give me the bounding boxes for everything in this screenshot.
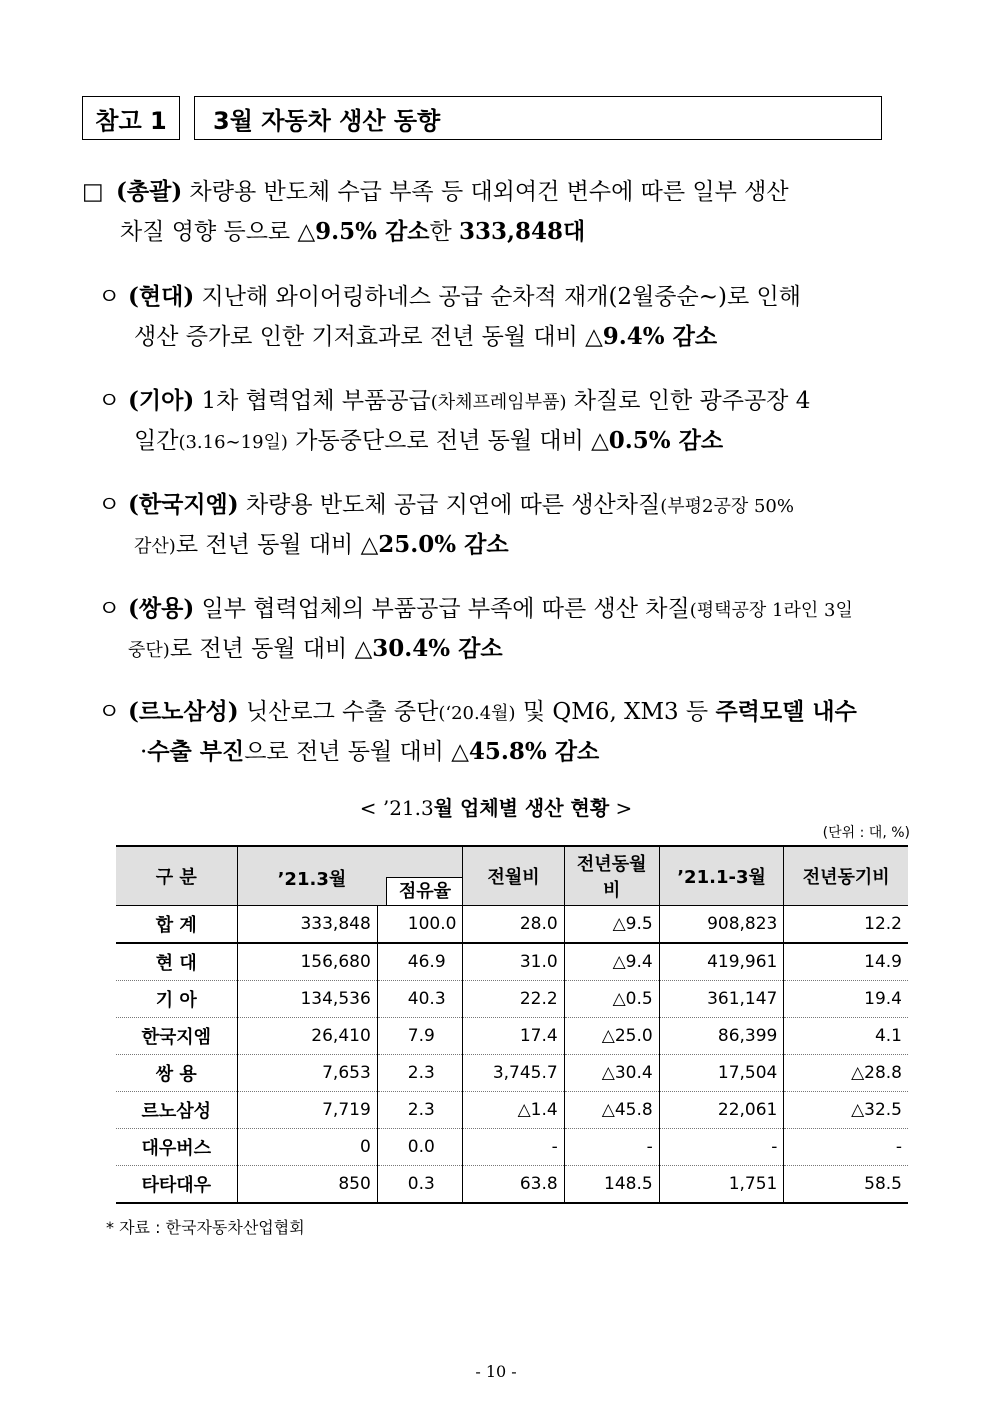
summary-line-2: 차질 영향 등으로 △9.5% 감소한 333,848대 [120,218,586,245]
item-line-1: (한국지엠) 차량용 반도체 공급 지연에 따른 생산차질(부평2공장 50% [128,491,794,518]
bullet-marker: ㅇ [98,388,121,414]
item-line-2: ·수출 부진으로 전년 동월 대비 △45.8% 감소 [140,738,600,765]
item-line-2: 생산 증가로 인한 기저효과로 전년 동월 대비 △9.4% 감소 [134,323,718,350]
header-mom: 전월비 [463,846,564,906]
page-number: - 10 - [475,1362,517,1381]
bullet-marker: ㅇ [98,492,121,518]
bullet-marker: ㅇ [98,284,121,310]
item-line-2: 감산)로 전년 동월 대비 △25.0% 감소 [134,531,509,558]
item-line-1: (현대) 지난해 와이어링하네스 공급 순차적 재개(2월중순∼)로 인해 [128,283,801,310]
table-row: 한국지엠 26,410 7.9 17.4 △25.0 86,399 4.1 [116,1018,908,1055]
item-line-1: (기아) 1차 협력업체 부품공급(차체프레임부품) 차질로 인한 광주공장 4 [128,387,811,414]
table-unit: (단위 : 대, %) [822,825,910,841]
table-row: 르노삼성 7,719 2.3 △1.4 △45.8 22,061 △32.5 [116,1092,908,1129]
section-title: 3월 자동차 생산 동향 [194,96,882,140]
checkbox-marker: □ [82,179,104,205]
bullet-marker: ㅇ [98,596,121,622]
table-row: 타타대우 850 0.3 63.8 148.5 1,751 58.5 [116,1166,908,1204]
table-row: 현 대 156,680 46.9 31.0 △9.4 419,961 14.9 [116,943,908,981]
table-row: 합 계 333,848 100.0 28.0 △9.5 908,823 12.2 [116,906,908,944]
table-caption: < ’21.3월 업체별 생산 현황 > [359,796,633,820]
table-row: 쌍 용 7,653 2.3 3,745.7 △30.4 17,504 △28.8 [116,1055,908,1092]
item-line-1: (쌍용) 일부 협력업체의 부품공급 부족에 따른 생산 차질(평택공장 1라인 3일 [128,595,853,622]
table-row: 기 아 134,536 40.3 22.2 △0.5 361,147 19.4 [116,981,908,1018]
reference-label: 참고 1 [82,96,180,140]
table-header-row [116,846,908,906]
header-category: 구 분 [116,846,237,906]
item-line-1: (르노삼성) 닛산로그 수출 중단(‘20.4월) 및 QM6, XM3 등 주력모델 내수 [128,698,857,725]
summary-line-1: (총괄) 차량용 반도체 수급 부족 등 대외여건 변수에 따른 일부 생산 [116,178,789,205]
table-row: 대우버스 0 0.0 - - - - [116,1129,908,1166]
item-line-2: 중단)로 전년 동월 대비 △30.4% 감소 [128,635,503,662]
item-line-2: 일간(3.16∼19일) 가동중단으로 전년 동월 대비 △0.5% 감소 [134,427,724,454]
header-ytd: ’21.1-3월 [659,846,784,906]
production-table [116,845,908,1204]
source-note: * 자료 : 한국자동차산업협회 [106,1218,305,1237]
bullet-marker: ㅇ [98,699,121,725]
header-share: 점유율 [386,877,462,905]
header-yoy: 전년동월비 [564,846,659,906]
header-month: ’21.3월 [277,869,347,890]
header-ytd-yoy: 전년동기비 [784,846,908,906]
header-month-group [237,846,463,906]
